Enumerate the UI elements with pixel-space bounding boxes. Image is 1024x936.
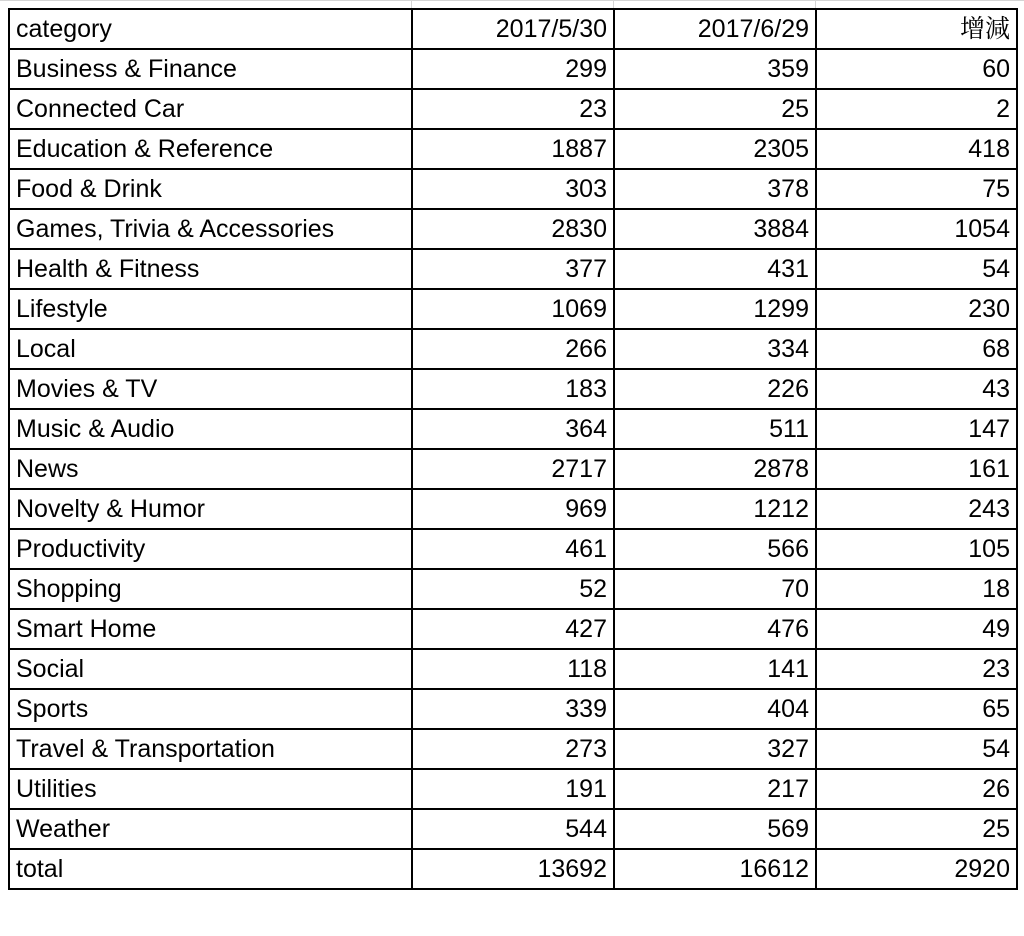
category-cell[interactable]: Music & Audio <box>9 409 412 449</box>
category-cell[interactable]: Connected Car <box>9 89 412 129</box>
value-cell-date1[interactable]: 544 <box>412 809 614 849</box>
value-cell-date2[interactable]: 327 <box>614 729 816 769</box>
category-cell[interactable]: Shopping <box>9 569 412 609</box>
value-cell-date1[interactable]: 364 <box>412 409 614 449</box>
change-cell[interactable]: 65 <box>816 689 1017 729</box>
table-row <box>9 489 1017 529</box>
value-cell-date2[interactable]: 476 <box>614 609 816 649</box>
category-cell[interactable]: Games, Trivia & Accessories <box>9 209 412 249</box>
change-cell[interactable]: 105 <box>816 529 1017 569</box>
gridline <box>613 0 614 8</box>
table-row <box>9 249 1017 289</box>
change-cell[interactable]: 23 <box>816 649 1017 689</box>
value-cell-date2[interactable]: 226 <box>614 369 816 409</box>
value-cell-date1[interactable]: 427 <box>412 609 614 649</box>
table-row <box>9 169 1017 209</box>
table-row <box>9 729 1017 769</box>
category-cell[interactable]: News <box>9 449 412 489</box>
category-cell[interactable]: Novelty & Humor <box>9 489 412 529</box>
value-cell-date2[interactable]: 70 <box>614 569 816 609</box>
change-cell[interactable]: 147 <box>816 409 1017 449</box>
gridline <box>411 0 412 8</box>
category-cell[interactable]: Health & Fitness <box>9 249 412 289</box>
value-cell-date2[interactable]: 511 <box>614 409 816 449</box>
value-cell-date2[interactable]: 334 <box>614 329 816 369</box>
header-cell-date1[interactable]: 2017/5/30 <box>412 9 614 49</box>
table-row <box>9 329 1017 369</box>
category-cell[interactable]: Social <box>9 649 412 689</box>
change-cell[interactable]: 2 <box>816 89 1017 129</box>
change-cell[interactable]: 18 <box>816 569 1017 609</box>
table-row <box>9 49 1017 89</box>
value-cell-date2[interactable]: 25 <box>614 89 816 129</box>
table-row <box>9 649 1017 689</box>
value-cell-date2[interactable]: 141 <box>614 649 816 689</box>
value-cell-date2[interactable]: 378 <box>614 169 816 209</box>
change-cell[interactable]: 43 <box>816 369 1017 409</box>
category-cell[interactable]: Lifestyle <box>9 289 412 329</box>
category-count-table <box>8 8 1018 890</box>
category-cell[interactable]: Movies & TV <box>9 369 412 409</box>
value-cell-date1[interactable]: 2830 <box>412 209 614 249</box>
value-cell-date2[interactable]: 404 <box>614 689 816 729</box>
value-cell-date2[interactable]: 1212 <box>614 489 816 529</box>
category-cell[interactable]: Food & Drink <box>9 169 412 209</box>
gridline <box>815 0 816 8</box>
total-cell-date1[interactable]: 13692 <box>412 849 614 889</box>
value-cell-date1[interactable]: 52 <box>412 569 614 609</box>
gridline <box>0 0 1024 1</box>
header-row <box>9 9 1017 49</box>
value-cell-date2[interactable]: 359 <box>614 49 816 89</box>
category-cell[interactable]: Education & Reference <box>9 129 412 169</box>
category-cell[interactable]: Utilities <box>9 769 412 809</box>
category-cell[interactable]: Weather <box>9 809 412 849</box>
change-cell[interactable]: 418 <box>816 129 1017 169</box>
value-cell-date2[interactable]: 217 <box>614 769 816 809</box>
value-cell-date2[interactable]: 2305 <box>614 129 816 169</box>
table-row <box>9 89 1017 129</box>
table-row <box>9 689 1017 729</box>
category-cell[interactable]: Sports <box>9 689 412 729</box>
table-row <box>9 529 1017 569</box>
value-cell-date1[interactable]: 299 <box>412 49 614 89</box>
change-cell[interactable]: 54 <box>816 249 1017 289</box>
value-cell-date1[interactable]: 969 <box>412 489 614 529</box>
value-cell-date1[interactable]: 183 <box>412 369 614 409</box>
value-cell-date2[interactable]: 1299 <box>614 289 816 329</box>
change-cell[interactable]: 54 <box>816 729 1017 769</box>
change-cell[interactable]: 68 <box>816 329 1017 369</box>
value-cell-date1[interactable]: 461 <box>412 529 614 569</box>
table-row <box>9 289 1017 329</box>
table-row <box>9 209 1017 249</box>
table-row <box>9 769 1017 809</box>
value-cell-date2[interactable]: 2878 <box>614 449 816 489</box>
change-cell[interactable]: 1054 <box>816 209 1017 249</box>
header-cell-date2[interactable]: 2017/6/29 <box>614 9 816 49</box>
change-cell[interactable]: 49 <box>816 609 1017 649</box>
value-cell-date1[interactable]: 266 <box>412 329 614 369</box>
category-cell[interactable]: Travel & Transportation <box>9 729 412 769</box>
value-cell-date1[interactable]: 377 <box>412 249 614 289</box>
value-cell-date1[interactable]: 191 <box>412 769 614 809</box>
change-cell[interactable]: 60 <box>816 49 1017 89</box>
category-cell[interactable]: Local <box>9 329 412 369</box>
value-cell-date2[interactable]: 566 <box>614 529 816 569</box>
table-row <box>9 569 1017 609</box>
change-cell[interactable]: 243 <box>816 489 1017 529</box>
value-cell-date1[interactable]: 303 <box>412 169 614 209</box>
category-cell[interactable]: Business & Finance <box>9 49 412 89</box>
total-row <box>9 849 1017 889</box>
value-cell-date1[interactable]: 339 <box>412 689 614 729</box>
value-cell-date1[interactable]: 118 <box>412 649 614 689</box>
change-cell[interactable]: 75 <box>816 169 1017 209</box>
table-row <box>9 609 1017 649</box>
table-row <box>9 129 1017 169</box>
table-row <box>9 449 1017 489</box>
table-row <box>9 409 1017 449</box>
change-cell[interactable]: 25 <box>816 809 1017 849</box>
category-cell[interactable]: Productivity <box>9 529 412 569</box>
table-row <box>9 809 1017 849</box>
value-cell-date2[interactable]: 3884 <box>614 209 816 249</box>
table-row <box>9 369 1017 409</box>
change-cell[interactable]: 230 <box>816 289 1017 329</box>
header-cell-category[interactable]: category <box>9 9 412 49</box>
total-change-cell[interactable]: 2920 <box>816 849 1017 889</box>
value-cell-date2[interactable]: 569 <box>614 809 816 849</box>
value-cell-date1[interactable]: 1069 <box>412 289 614 329</box>
value-cell-date2[interactable]: 431 <box>614 249 816 289</box>
change-cell[interactable]: 26 <box>816 769 1017 809</box>
header-cell-change[interactable]: 增減 <box>816 9 1017 49</box>
value-cell-date1[interactable]: 1887 <box>412 129 614 169</box>
category-cell[interactable]: Smart Home <box>9 609 412 649</box>
value-cell-date1[interactable]: 2717 <box>412 449 614 489</box>
value-cell-date1[interactable]: 273 <box>412 729 614 769</box>
total-cell-date2[interactable]: 16612 <box>614 849 816 889</box>
value-cell-date1[interactable]: 23 <box>412 89 614 129</box>
total-label-cell[interactable]: total <box>9 849 412 889</box>
change-cell[interactable]: 161 <box>816 449 1017 489</box>
